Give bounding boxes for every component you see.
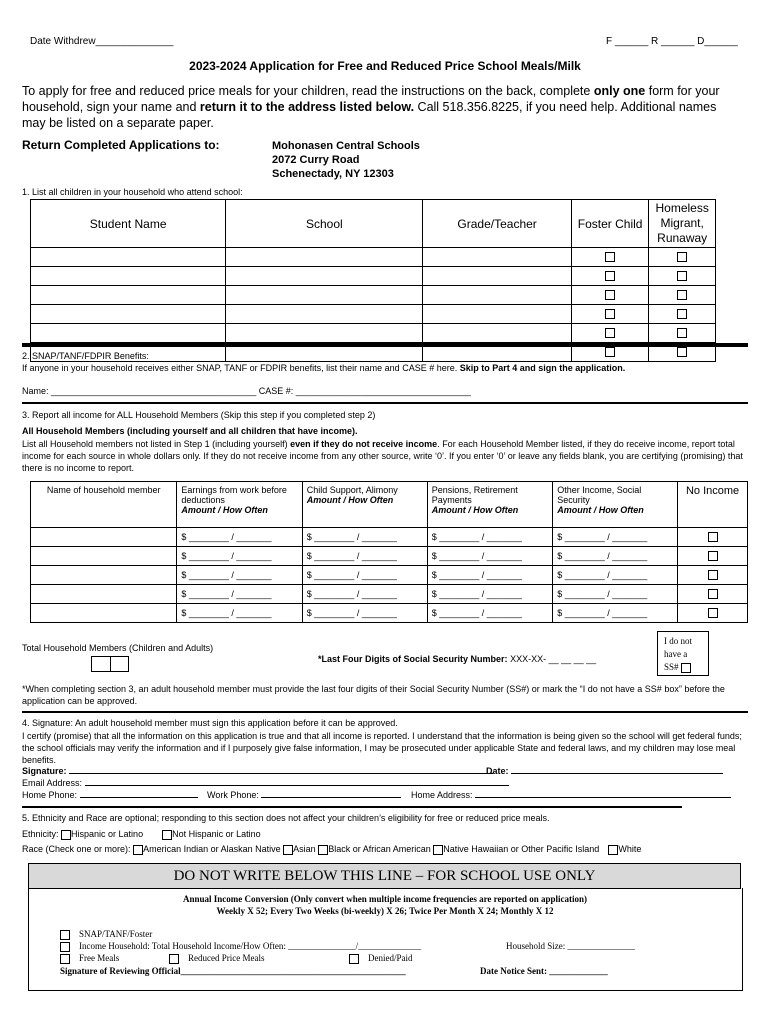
- form-title: 2023-2024 Application for Free and Reduced Price School Meals/Milk: [189, 59, 581, 73]
- free-check: Free Meals: [60, 953, 119, 964]
- table-row: [31, 248, 716, 267]
- table-cell[interactable]: [226, 286, 423, 305]
- step2-text: If anyone in your household receives either SNAP, TANF or FDPIR benefits, list their name and CASE # here. Skip to Part 4 and sign the application.: [22, 363, 626, 373]
- table-cell[interactable]: [423, 267, 572, 286]
- table-row: [31, 267, 716, 286]
- homeless-checkbox[interactable]: [677, 252, 687, 262]
- table-cell[interactable]: [31, 528, 177, 547]
- table-cell: [678, 528, 748, 547]
- income-col-header: [678, 482, 748, 528]
- step3-bold: All Household Members (including yourself and all children that have income).: [22, 426, 358, 436]
- reduced-check: Reduced Price Meals: [169, 953, 264, 964]
- date-withdrew[interactable]: Date Withdrew______________: [30, 36, 174, 47]
- step5-label: 5. Ethnicity and Race are optional; responding to this section does not affect your children’s eligibility for free or reduced price meals.: [22, 813, 550, 823]
- table-cell: [678, 585, 748, 604]
- income-col-sub: Amount / How Often: [306, 495, 394, 505]
- income-col-title: No Income: [685, 485, 740, 497]
- table-cell[interactable]: $ ________ / _______: [177, 604, 302, 623]
- table-row: [31, 528, 748, 547]
- date-notice-sent[interactable]: Date Notice Sent: _____________: [480, 966, 608, 976]
- table-cell: [571, 324, 648, 343]
- signature-line[interactable]: Signature:: [22, 766, 493, 776]
- divider: [22, 711, 748, 713]
- no-ssn-checkbox[interactable]: [681, 663, 691, 673]
- table-cell: [571, 267, 648, 286]
- homeless-checkbox[interactable]: [677, 328, 687, 338]
- income-check: Income Household: Total Household Income/How Often: _______________/______________: [60, 941, 421, 952]
- foster-child-checkbox[interactable]: [605, 271, 615, 281]
- race-asian-checkbox[interactable]: [283, 845, 293, 855]
- date-line[interactable]: Date:: [486, 766, 723, 776]
- table-cell[interactable]: [226, 324, 423, 343]
- table-cell[interactable]: [31, 248, 226, 267]
- income-col-title: Earnings from work before deductions: [181, 485, 287, 505]
- table-cell[interactable]: [31, 547, 177, 566]
- table-cell[interactable]: [226, 305, 423, 324]
- table-row: [31, 585, 748, 604]
- divider: [22, 343, 748, 347]
- table-cell: [649, 324, 716, 343]
- school-use-banner: DO NOT WRITE BELOW THIS LINE – FOR SCHOOL USE ONLY: [28, 863, 741, 889]
- table-row: [31, 547, 748, 566]
- table-cell[interactable]: [423, 305, 572, 324]
- foster-child-checkbox[interactable]: [605, 290, 615, 300]
- income-col-header: [302, 482, 427, 528]
- table-cell[interactable]: [31, 604, 177, 623]
- col-school: School: [226, 200, 423, 248]
- table-cell[interactable]: [31, 267, 226, 286]
- table-cell[interactable]: [226, 248, 423, 267]
- denied-check: Denied/Paid: [349, 953, 413, 964]
- conversion-line-1: Annual Income Conversion (Only convert when multiple income frequencies are reported on application): [183, 894, 587, 904]
- table-cell[interactable]: $ ________ / _______: [302, 547, 427, 566]
- no-income-checkbox[interactable]: [708, 570, 718, 580]
- table-cell[interactable]: $ ________ / _______: [553, 547, 678, 566]
- table-cell[interactable]: $ ________ / _______: [427, 585, 552, 604]
- income-col-title: Name of household member: [46, 485, 161, 495]
- table-cell[interactable]: $ ________ / _______: [177, 566, 302, 585]
- income-col-title: Pensions, Retirement Payments: [431, 485, 518, 505]
- step2-name-case[interactable]: Name: _________________________________________ CASE #: ___________________________________: [22, 386, 471, 396]
- col-homeless: Homeless Migrant, Runaway: [649, 200, 716, 248]
- table-cell: [678, 547, 748, 566]
- table-cell: [571, 305, 648, 324]
- total-members-label: Total Household Members (Children and Adults): [22, 643, 214, 653]
- table-cell[interactable]: [31, 305, 226, 324]
- table-cell[interactable]: [31, 286, 226, 305]
- table-cell[interactable]: [31, 585, 177, 604]
- ethnicity-row: Ethnicity: Hispanic or Latino Not Hispanic or Latino: [22, 829, 261, 839]
- foster-child-checkbox[interactable]: [605, 309, 615, 319]
- hispanic-checkbox[interactable]: [61, 830, 71, 840]
- col-grade: Grade/Teacher: [423, 200, 572, 248]
- step4-label: 4. Signature: An adult household member must sign this application before it can be approved.: [22, 718, 398, 728]
- table-cell[interactable]: $ ________ / _______: [553, 585, 678, 604]
- homeless-checkbox[interactable]: [677, 347, 687, 357]
- denied-checkbox[interactable]: [349, 954, 359, 964]
- table-cell[interactable]: [423, 286, 572, 305]
- table-cell[interactable]: $ ________ / _______: [427, 604, 552, 623]
- table-row: [31, 324, 716, 343]
- step3-instructions: List all Household members not listed in Step 1 (including yourself) even if they do not receive income. For each Household Member listed, if they do receive income, report total income for each source in whole dollars only. If they do not receive income from any other source, write ‘0’. If you enter ‘0’ or leave any fields blank, you are certifying (promising) that there is no income to report.: [22, 439, 743, 473]
- total-members-input[interactable]: [91, 656, 129, 672]
- race-black-checkbox[interactable]: [318, 845, 328, 855]
- table-cell[interactable]: $ ________ / _______: [302, 566, 427, 585]
- table-cell[interactable]: $ ________ / _______: [427, 547, 552, 566]
- children-table: [30, 199, 716, 362]
- divider: [22, 806, 682, 808]
- col-student-name: Student Name: [31, 200, 226, 248]
- income-col-header: [31, 482, 177, 528]
- income-col-sub: Amount / How Often: [181, 505, 268, 515]
- email-line[interactable]: Email Address:: [22, 778, 509, 788]
- certify-text: I certify (promise) that all the information on this application is true and that all income is reported. I understand that the information is being given so the school will get federal funds; the school officials may verify the information and if I purposely give false information, I may be prosecuted under applicable State and federal laws, and my children may lose meal benefits.: [22, 731, 742, 765]
- income-col-header: [427, 482, 552, 528]
- table-row: [31, 604, 748, 623]
- divider: [22, 402, 748, 404]
- table-cell[interactable]: $ ________ / _______: [427, 528, 552, 547]
- table-cell: [571, 286, 648, 305]
- table-cell: [649, 248, 716, 267]
- race-native-american-checkbox[interactable]: [133, 845, 143, 855]
- free-meals-checkbox[interactable]: [60, 954, 70, 964]
- home-phone-line[interactable]: Home Phone:: [22, 790, 198, 800]
- foster-child-checkbox[interactable]: [605, 347, 615, 357]
- conversion-line-2: Weekly X 52; Every Two Weeks (bi-weekly) X 26; Twice Per Month X 24; Monthly X 12: [216, 906, 554, 916]
- table-cell[interactable]: $ ________ / _______: [177, 528, 302, 547]
- intro-text: To apply for free and reduced price meals for your children, read the instructions on the back, complete only one form for your household, sign your name and return it to the address listed below. Call 518.356.8225, if you need help. Additional names may be listed on a separate paper.: [22, 84, 720, 130]
- homeless-checkbox[interactable]: [677, 271, 687, 281]
- homeless-checkbox[interactable]: [677, 309, 687, 319]
- table-cell: [571, 248, 648, 267]
- table-cell[interactable]: [31, 566, 177, 585]
- reduced-meals-checkbox[interactable]: [169, 954, 179, 964]
- table-cell[interactable]: [423, 248, 572, 267]
- snap-checkbox[interactable]: [60, 930, 70, 940]
- no-income-checkbox[interactable]: [708, 608, 718, 618]
- income-col-title: Other Income, Social Security: [557, 485, 642, 505]
- income-col-header: [177, 482, 302, 528]
- table-cell: [649, 305, 716, 324]
- table-cell[interactable]: $ ________ / _______: [427, 566, 552, 585]
- income-col-header: [553, 482, 678, 528]
- table-cell[interactable]: [31, 324, 226, 343]
- no-income-checkbox[interactable]: [708, 532, 718, 542]
- not-hispanic-checkbox[interactable]: [162, 830, 172, 840]
- table-cell[interactable]: [226, 267, 423, 286]
- foster-child-checkbox[interactable]: [605, 328, 615, 338]
- table-cell: [649, 286, 716, 305]
- income-col-sub: Amount / How Often: [431, 505, 519, 515]
- table-cell[interactable]: $ ________ / _______: [553, 604, 678, 623]
- table-cell[interactable]: $ ________ / _______: [302, 585, 427, 604]
- step1-label: 1. List all children in your household who attend school:: [22, 187, 243, 197]
- step2-label: 2. SNAP/TANF/FDPIR Benefits:: [22, 351, 149, 361]
- table-cell: [678, 566, 748, 585]
- homeless-checkbox[interactable]: [677, 290, 687, 300]
- table-cell[interactable]: [423, 324, 572, 343]
- return-label: Return Completed Applications to:: [22, 138, 220, 152]
- table-cell[interactable]: $ ________ / _______: [553, 566, 678, 585]
- frd-codes[interactable]: F ______ R ______ D______: [606, 36, 738, 47]
- table-row: [31, 305, 716, 324]
- table-row: [31, 286, 716, 305]
- return-address: Mohonasen Central Schools 2072 Curry Road Schenectady, NY 12303: [272, 140, 420, 180]
- ssn-field[interactable]: *Last Four Digits of Social Security Number: XXX-XX- __ __ __ __: [318, 654, 597, 664]
- col-foster: Foster Child: [571, 200, 648, 248]
- race-row: Race (Check one or more): American Indian or Alaskan Native Asian Black or African American Native Hawaiian or Other Pacific Island White: [22, 844, 642, 854]
- foster-child-checkbox[interactable]: [605, 252, 615, 262]
- income-col-sub: Amount / How Often: [557, 505, 644, 515]
- table-cell[interactable]: $ ________ / _______: [177, 585, 302, 604]
- income-table: [30, 481, 748, 623]
- no-income-checkbox[interactable]: [708, 551, 718, 561]
- table-cell: [678, 604, 748, 623]
- ssn-note: *When completing section 3, an adult household member must provide the last four digits of their Social Security Number (SS#) or mark the “I do not have a SS# box” before the application can be approved.: [22, 684, 725, 706]
- race-white-checkbox[interactable]: [608, 845, 618, 855]
- home-address-line[interactable]: Home Address:: [411, 790, 731, 800]
- table-row: [31, 566, 748, 585]
- no-ssn-box: I do not have a SS#: [657, 631, 709, 676]
- table-cell[interactable]: $ ________ / _______: [302, 604, 427, 623]
- snap-check: SNAP/TANF/Foster: [60, 929, 152, 940]
- income-checkbox[interactable]: [60, 942, 70, 952]
- table-cell[interactable]: $ ________ / _______: [302, 528, 427, 547]
- income-col-title: Child Support, Alimony: [306, 485, 398, 495]
- no-income-checkbox[interactable]: [708, 589, 718, 599]
- step3-label: 3. Report all income for ALL Household Members (Skip this step if you completed step 2): [22, 410, 376, 420]
- table-cell[interactable]: $ ________ / _______: [553, 528, 678, 547]
- table-cell: [649, 267, 716, 286]
- household-size[interactable]: Household Size: _______________: [506, 941, 635, 951]
- table-cell[interactable]: $ ________ / _______: [177, 547, 302, 566]
- race-pacific-islander-checkbox[interactable]: [433, 845, 443, 855]
- reviewing-official-signature[interactable]: Signature of Reviewing Official__________________________________________________: [60, 966, 406, 976]
- work-phone-line[interactable]: Work Phone:: [207, 790, 401, 800]
